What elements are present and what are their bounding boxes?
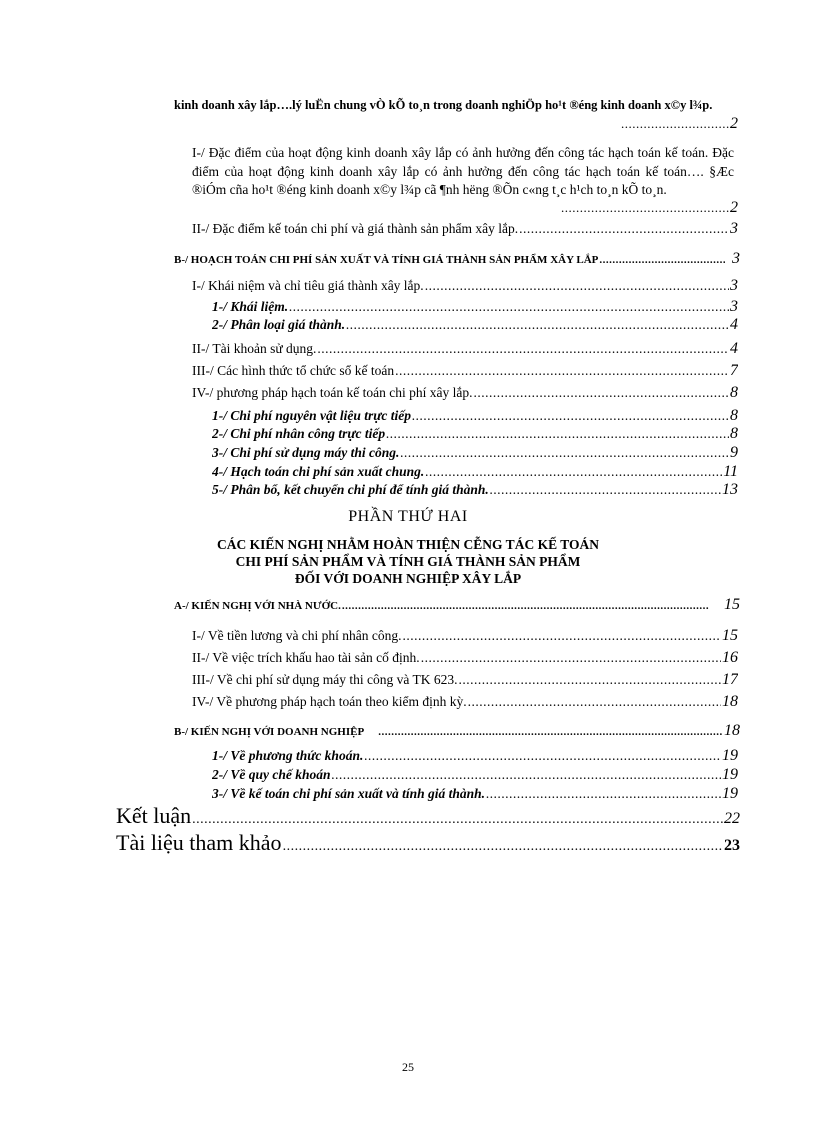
toc-entry-20: IV-/ Về phương pháp hạch toán theo kiểm định kỳ. ..... 18: [192, 693, 738, 711]
toc-entry-2-leader: [560, 199, 738, 217]
toc-entry-23: 2-/ Về quy chế khoán ..... 19: [212, 766, 738, 784]
part-heading: [0, 536, 816, 587]
toc-entry-12: 2-/ Chi phí nhân công trực tiếp ..... 8: [212, 425, 738, 443]
toc-entry-17: I-/ Về tiền lương và chi phí nhân công. ..... 15: [192, 627, 738, 645]
toc-entry-5: I-/ Khái niệm và chỉ tiêu giá thành xây lắp. ..... 3: [192, 277, 738, 295]
toc-entry-2: [192, 144, 734, 200]
toc-entry-11: 1-/ Chi phí nguyên vật liệu trực tiếp ..... 8: [212, 407, 738, 425]
toc-entry-text: I-/ Đặc điểm của hoạt động kinh doanh xây lắp có ảnh hưởng đến công tác hạch toán kế toán. Đặc điểm của hoạt động kinh doanh xây lắp có ảnh hưởng đến công tác hạch toán kế toán…. §Æc ®iÓm cña ho¹t ®éng kinh doanh x©y l¾p cã ¶nh hëng ®Õn c«ng t¸c h¹ch to¸n kÕ to¸n.: [192, 145, 734, 197]
part-title: PHẦN THỨ HAI: [348, 508, 468, 525]
part-heading-line: CHI PHÍ SẢN PHẨM VÀ TÍNH GIÁ THÀNH SẢN PHẨM: [235, 554, 581, 569]
toc-references: Tài liệu tham khảo ..... 23: [116, 830, 740, 856]
toc-page-number: 2: [730, 115, 738, 132]
toc-entry-text: kinh doanh xây lắp….lý luËn chung vÒ kÕ to¸n trong doanh nghiÖp ho¹t ®éng kinh doanh x©y l¾p.: [174, 98, 713, 112]
toc-entry-6: 1-/ Khái liệm. ..... 3: [212, 298, 738, 316]
toc-entry-13: 3-/ Chi phí sử dụng máy thi công. ..... 9: [212, 444, 738, 462]
part-heading-line: CÁC KIẾN NGHỊ NHẰM HOÀN THIỆN CỄNG TÁC KẾ TOÁN: [217, 537, 599, 552]
toc-entry-22: 1-/ Về phương thức khoán. ..... 19: [212, 747, 738, 765]
toc-entry-1-leader: [620, 115, 738, 133]
toc-section-b: B-/ HOẠCH TOÁN CHI PHÍ SẢN XUẤT VÀ TÍNH GIÁ THÀNH SẢN PHẨM XÂY LẮP ..... 3: [174, 250, 740, 268]
toc-entry-line1: [174, 96, 734, 115]
toc-entry-3: II-/ Đặc điểm kế toán chi phí và giá thành sản phẩm xây lắp. ..... 3: [192, 220, 738, 238]
toc-entry-14: 4-/ Hạch toán chi phí sản xuất chung. ..... 11: [212, 463, 738, 481]
toc-entry-10: IV-/ phương pháp hạch toán kế toán chi phí xây lắp. ..... 8: [192, 384, 738, 402]
page-number: 25: [402, 1060, 414, 1074]
toc-page-number: 2: [730, 199, 738, 216]
toc-conclusion: Kết luận ..... 22: [116, 803, 740, 829]
toc-entry-8: II-/ Tài khoản sử dụng. ..... 4: [192, 340, 738, 358]
toc-entry-7: 2-/ Phân loại giá thành. ..... 4: [212, 316, 738, 334]
toc-section-a: A-/ KIẾN NGHỊ VỚI NHÀ NƯỚC. ..... 15: [174, 596, 740, 614]
toc-entry-15: 5-/ Phân bổ, kết chuyển chi phí để tính giá thành. ..... 13: [212, 481, 738, 499]
toc-entry-19: III-/ Về chi phí sử dụng máy thi công và TK 623. ..... 17: [192, 671, 738, 689]
toc-section-b2: B-/ KIẾN NGHỊ VỚI DOANH NGHIỆP ..... 18: [174, 722, 740, 740]
toc-entry-9: III-/ Các hình thức tổ chức sổ kế toán ..... 7: [192, 362, 738, 380]
toc-entry-24: 3-/ Về kế toán chi phí sản xuất và tính giá thành. ..... 19: [212, 785, 738, 803]
part-heading-line: ĐỐI VỚI DOANH NGHIỆP XÂY LẮP: [294, 571, 522, 586]
toc-entry-18: II-/ Về việc trích khấu hao tài sản cố định. ..... 16: [192, 649, 738, 667]
